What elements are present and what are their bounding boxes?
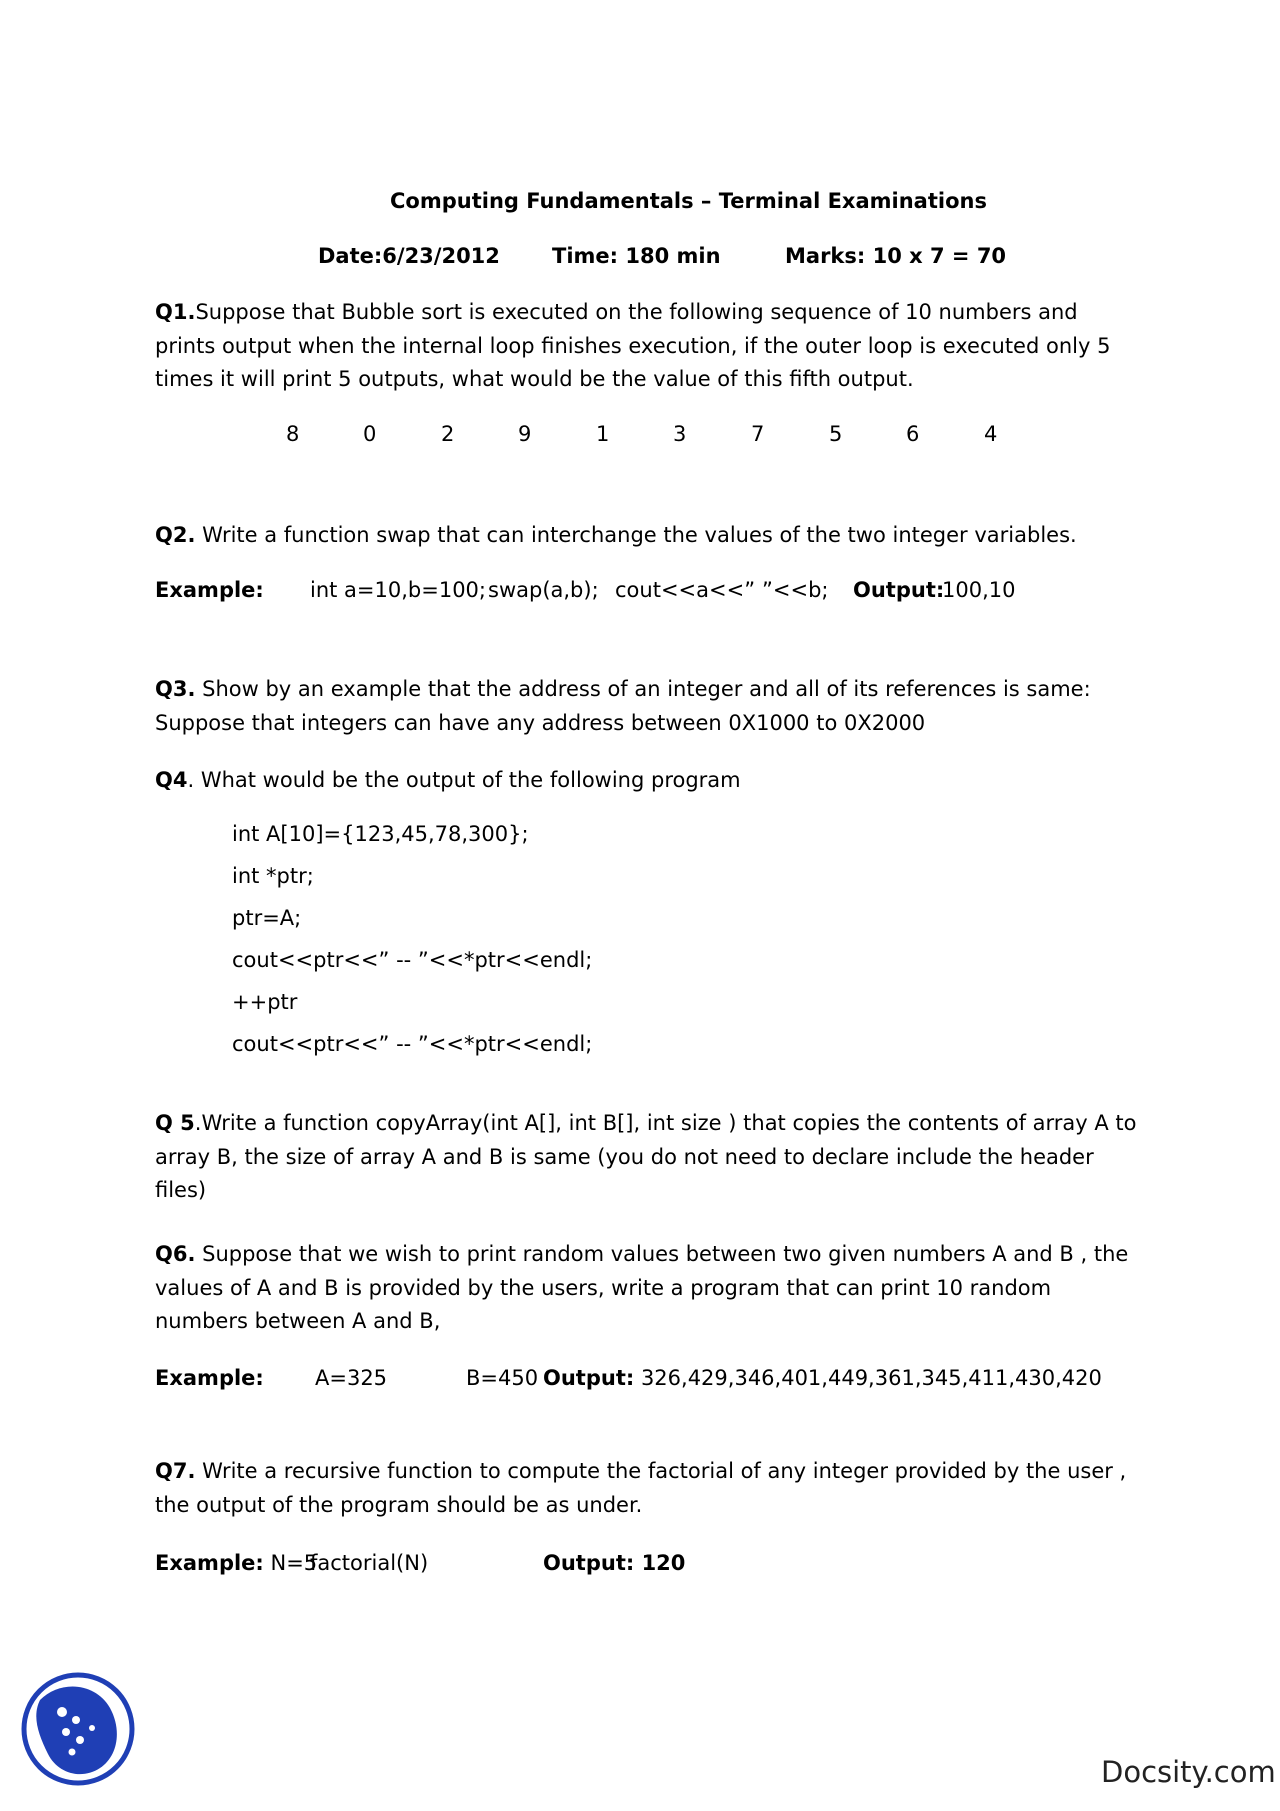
question-2-text: Write a function swap that can interchange the values of the two integer variables.	[195, 523, 1077, 547]
question-6-text: Suppose that we wish to print random values between two given numbers A and B , the values of A and B is provided by the users, write a program that can print 10 random numbers between A and B,	[155, 1242, 1129, 1333]
exam-time: Time: 180 min	[552, 244, 721, 268]
question-1-label: Q1.	[155, 300, 196, 324]
sequence-item: 9	[518, 422, 532, 446]
q2-code-cout: cout<<a<<”	[615, 578, 756, 602]
logo-dot	[89, 1725, 95, 1731]
question-7	[155, 1455, 1140, 1522]
code-line: ++ptr	[232, 990, 298, 1014]
q7-example-label: Example:	[155, 1551, 264, 1575]
exam-title: Computing Fundamentals – Terminal Examinations	[390, 189, 987, 213]
sequence-item: 3	[673, 422, 687, 446]
logo-dot	[72, 1716, 80, 1724]
q2-code-cout-b: ”<<b;	[762, 578, 829, 602]
code-line: int *ptr;	[232, 864, 314, 888]
logo-dot	[57, 1707, 67, 1717]
question-5-text: .Write a function copyArray(int A[], int B[], int size ) that copies the contents of array A to array B, the size of array A and B is same (you do not need to declare include the header files)	[155, 1111, 1137, 1202]
logo-dot	[62, 1728, 70, 1736]
logo-dot	[69, 1749, 76, 1756]
exam-date: Date:6/23/2012	[318, 244, 500, 268]
sequence-item: 0	[363, 422, 377, 446]
code-line: cout<<ptr<<” -- ”<<*ptr<<endl;	[232, 948, 593, 972]
q6-output-value: 326,429,346,401,449,361,345,411,430,420	[634, 1366, 1102, 1390]
question-3	[155, 673, 1140, 740]
sequence-item: 5	[829, 422, 843, 446]
q6-example-label: Example:	[155, 1366, 264, 1390]
code-line: cout<<ptr<<” -- ”<<*ptr<<endl;	[232, 1032, 593, 1056]
q7-output: Output: 120	[543, 1551, 686, 1575]
q6-output	[543, 1362, 1102, 1395]
docsity-brand[interactable]: Docsity.com	[1101, 1755, 1276, 1789]
question-4	[155, 764, 741, 797]
question-4-text: . What would be the output of the following program	[187, 768, 741, 792]
sequence-item: 8	[286, 422, 300, 446]
question-3-label: Q3.	[155, 677, 196, 701]
question-5	[155, 1107, 1140, 1208]
q2-output-label: Output:	[853, 578, 945, 602]
exam-marks: Marks: 10 x 7 = 70	[785, 244, 1007, 268]
sequence-item: 2	[441, 422, 455, 446]
q2-code-declare: int a=10,b=100;	[310, 578, 486, 602]
question-5-label: Q 5	[155, 1111, 195, 1135]
docsity-logo-icon	[20, 1670, 136, 1788]
logo-dot	[76, 1736, 84, 1744]
q6-value-b: B=450	[466, 1366, 539, 1390]
question-6-label: Q6.	[155, 1242, 196, 1266]
question-1-text: Suppose that Bubble sort is executed on the following sequence of 10 numbers and prints output when the internal loop finishes execution, if the outer loop is executed only 5 times it will print 5 outputs, what would be the value of this fifth output.	[155, 300, 1111, 391]
q2-output-value: 100,10	[942, 578, 1016, 602]
question-2	[155, 519, 1077, 552]
question-7-text: Write a recursive function to compute the factorial of any integer provided by the user , the output of the program should be as under.	[155, 1459, 1127, 1517]
question-2-label: Q2.	[155, 523, 196, 547]
q7-example-value: N=5	[263, 1551, 318, 1575]
question-6	[155, 1238, 1140, 1339]
code-line: ptr=A;	[232, 906, 302, 930]
sequence-item: 6	[906, 422, 920, 446]
q2-code-swap: swap(a,b);	[488, 578, 599, 602]
docsity-logo-svg	[20, 1670, 136, 1788]
sequence-item: 7	[751, 422, 765, 446]
question-3-text: Show by an example that the address of an integer and all of its references is same: Suppose that integers can have any address between 0X1000 to 0X2000	[155, 677, 1091, 735]
sequence-item: 1	[596, 422, 610, 446]
q7-call: factorial(N)	[310, 1551, 429, 1575]
q6-value-a: A=325	[315, 1366, 388, 1390]
code-line: int A[10]={123,45,78,300};	[232, 822, 529, 846]
q7-example	[155, 1547, 317, 1580]
sequence-item: 4	[984, 422, 998, 446]
question-1	[155, 296, 1140, 397]
question-4-label: Q4	[155, 768, 188, 792]
q2-example-label: Example:	[155, 578, 264, 602]
q6-output-label: Output:	[543, 1366, 635, 1390]
question-7-label: Q7.	[155, 1459, 196, 1483]
